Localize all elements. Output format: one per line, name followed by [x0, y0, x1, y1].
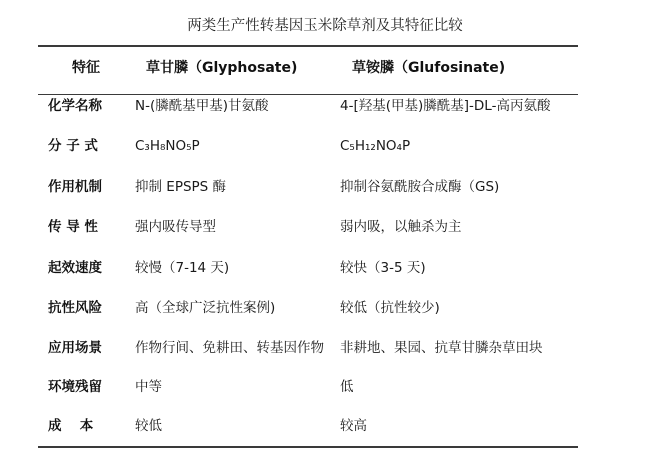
row-label: 起效速度 [48, 260, 102, 276]
table-row [0, 96, 650, 116]
table-header-rule [38, 94, 578, 95]
glufosinate-value: 非耕地、果园、抗草甘膦杂草田块 [340, 340, 543, 356]
row-label: 作用机制 [48, 179, 102, 195]
glyphosate-value: 抑制 EPSPS 酶 [135, 179, 227, 195]
table-top-rule [38, 45, 578, 47]
table-row [0, 377, 650, 397]
table-row [0, 338, 650, 358]
table-row [0, 416, 650, 436]
glufosinate-value: 低 [340, 379, 354, 395]
row-label: 成 本 [48, 418, 94, 434]
glufosinate-value: 较低（抗性较少) [340, 300, 440, 316]
table-title: 两类生产性转基因玉米除草剂及其特征比较 [187, 18, 463, 34]
table-row [0, 177, 650, 197]
header-glufosinate: 草铵膦（Glufosinate) [352, 60, 506, 76]
glyphosate-value: 作物行间、免耕田、转基因作物 [135, 340, 324, 356]
glufosinate-value: C₅H₁₂NO₄P [340, 138, 411, 154]
table-row [0, 136, 650, 156]
row-label: 环境残留 [48, 379, 102, 395]
row-label: 化学名称 [48, 98, 102, 114]
glyphosate-value: C₃H₈NO₅P [135, 138, 200, 154]
row-label: 分 子 式 [48, 138, 98, 154]
glufosinate-value: 较高 [340, 418, 367, 434]
row-label: 抗性风险 [48, 300, 102, 316]
glyphosate-value: 较慢（7-14 天) [135, 260, 230, 276]
header-glyphosate: 草甘膦（Glyphosate) [146, 60, 298, 76]
glufosinate-value: 抑制谷氨酰胺合成酶（GS) [340, 179, 500, 195]
table-row [0, 258, 650, 278]
table-row [0, 217, 650, 237]
header-feature: 特征 [72, 60, 100, 76]
glyphosate-value: 强内吸传导型 [135, 219, 216, 235]
glufosinate-value: 较快（3-5 天) [340, 260, 426, 276]
glufosinate-value: 4-[羟基(甲基)膦酰基]-DL-高丙氨酸 [340, 98, 551, 114]
glyphosate-value: 较低 [135, 418, 162, 434]
table-row [0, 298, 650, 318]
row-label: 应用场景 [48, 340, 102, 356]
row-label: 传 导 性 [48, 219, 98, 235]
glyphosate-value: N-(膦酰基甲基)甘氨酸 [135, 98, 269, 114]
glyphosate-value: 中等 [135, 379, 162, 395]
table-header-row [0, 58, 650, 78]
glufosinate-value: 弱内吸，以触杀为主 [340, 219, 462, 235]
table-bottom-rule [38, 446, 578, 448]
glyphosate-value: 高（全球广泛抗性案例) [135, 300, 276, 316]
